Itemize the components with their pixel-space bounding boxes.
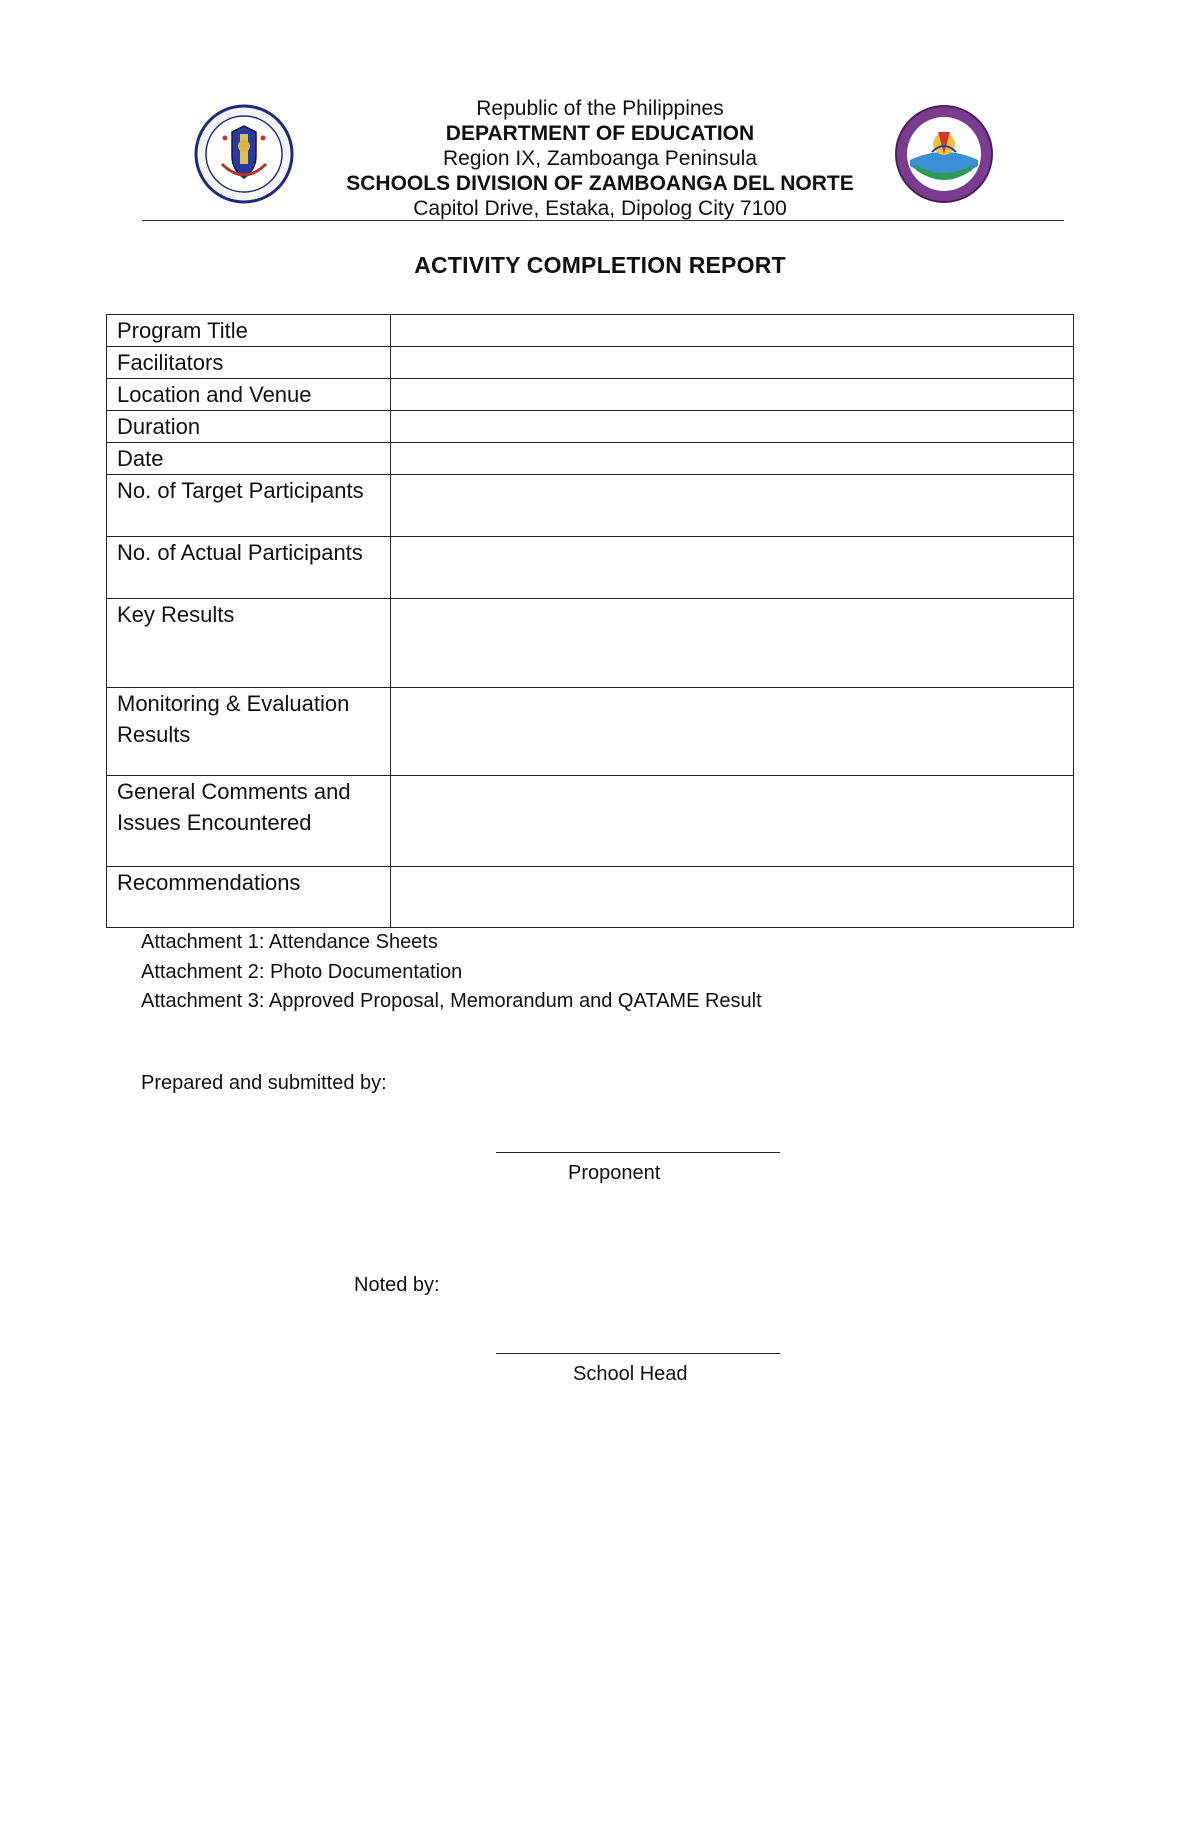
row-value-field[interactable] [391,688,1074,776]
completion-report-table [106,314,1074,928]
row-label: Date [107,443,391,475]
row-label: General Comments and Issues Encountered [107,776,391,867]
proponent-label: Proponent [568,1162,661,1184]
row-label: No. of Target Participants [107,475,391,537]
table-row [107,867,1074,928]
attachment-item: Attachment 1: Attendance Sheets [141,931,438,953]
attachments-list [141,928,762,1017]
row-value-field[interactable] [391,475,1074,537]
row-label: Duration [107,411,391,443]
table-row [107,443,1074,475]
table-row [107,688,1074,776]
letterhead [0,96,1200,221]
header-division: SCHOOLS DIVISION OF ZAMBOANGA DEL NORTE [346,172,854,195]
row-value-field[interactable] [391,411,1074,443]
row-value-field[interactable] [391,599,1074,688]
header-region: Region IX, Zamboanga Peninsula [442,147,758,170]
table-row [107,537,1074,599]
row-label: Location and Venue [107,379,391,411]
school-head-signature-line [496,1353,780,1354]
attachment-item: Attachment 2: Photo Documentation [141,960,463,983]
row-label: Program Title [107,315,391,347]
row-label: Monitoring & Evaluation Results [107,688,391,776]
prepared-by-label: Prepared and submitted by: [141,1072,387,1094]
row-value-field[interactable] [391,379,1074,411]
row-value-field[interactable] [391,867,1074,928]
table-row [107,379,1074,411]
row-value-field[interactable] [391,315,1074,347]
header-address: Capitol Drive, Estaka, Dipolog City 7100 [413,197,787,220]
row-label: Facilitators [107,347,391,379]
row-value-field[interactable] [391,347,1074,379]
row-value-field[interactable] [391,537,1074,599]
header-divider [142,220,1064,221]
row-label: No. of Actual Participants [107,537,391,599]
row-value-field[interactable] [391,443,1074,475]
school-head-label: School Head [573,1363,688,1385]
header-department: DEPARTMENT OF EDUCATION [445,122,755,145]
row-label: Key Results [107,599,391,688]
table-row [107,776,1074,867]
report-title: ACTIVITY COMPLETION REPORT [414,252,786,278]
row-label: Recommendations [107,867,391,928]
table-row [107,347,1074,379]
table-row [107,315,1074,347]
noted-by-label: Noted by: [354,1274,440,1296]
header-republic: Republic of the Philippines [476,97,724,120]
table-row [107,599,1074,688]
proponent-signature-line [496,1152,780,1153]
table-row [107,411,1074,443]
table-row [107,475,1074,537]
attachment-item: Attachment 3: Approved Proposal, Memorandum and QATAME Result [141,990,762,1012]
row-value-field[interactable] [391,776,1074,867]
